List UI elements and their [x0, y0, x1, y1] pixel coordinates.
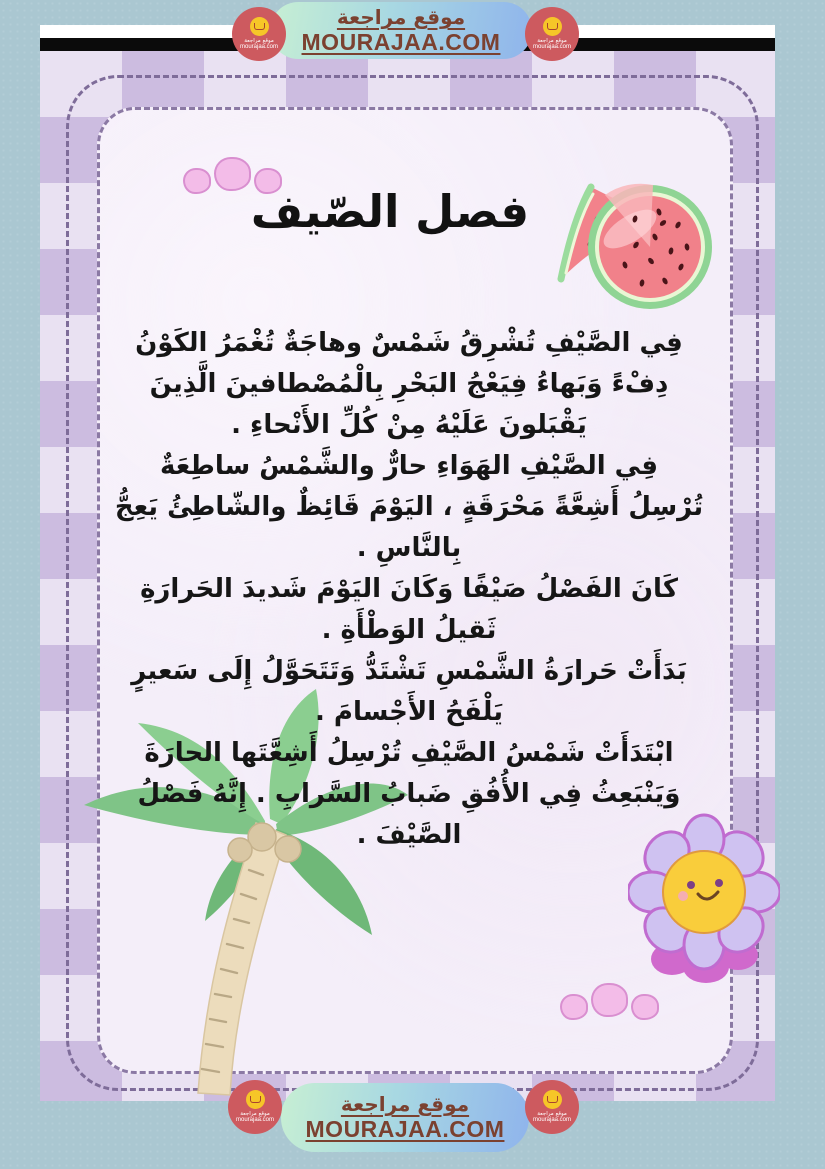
worksheet-page [40, 25, 775, 1101]
header-site-label: موقع مراجعة [336, 5, 466, 29]
pink-puff-icon [183, 168, 211, 194]
badge-domain: mourajaa.com [532, 44, 571, 50]
pink-puff-icon [560, 994, 588, 1020]
site-badge-icon [525, 7, 579, 61]
badge-title: موقع مراجعة [240, 1111, 270, 1117]
story-text [98, 323, 720, 856]
badge-domain: mourajaa.com [235, 1117, 274, 1123]
text-line: فِي الصَّيْفِ تُشْرِقُ شَمْسٌ وهاجَةٌ تُغْمَرُ الكَوْنُ [135, 328, 683, 358]
badge-logo-icon [543, 1090, 562, 1109]
text-line: ابْتَدَأَتْ شَمْسُ الصَّيْفِ تُرْسِلُ أَشِعَّتَها الحارَةَ [144, 738, 674, 768]
footer-banner [281, 1083, 529, 1152]
site-badge-icon [232, 7, 286, 61]
watermelon-icon [535, 157, 720, 322]
badge-logo-icon [246, 1090, 265, 1109]
text-line: الصَّيْفَ . [356, 820, 462, 850]
text-line: بَدَأَتْ حَرارَةُ الشَّمْسِ تَشْتَدُّ وَتَتَحَوَّلُ إِلَى سَعيرٍ [131, 656, 687, 686]
text-line: دِفْءً وَبَهاءُ فِيَعْجُ البَحْرِ بِالْمُصْطافينَ الَّذِينَ [149, 369, 669, 399]
badge-logo-icon [250, 17, 269, 36]
badge-title: موقع مراجعة [244, 38, 274, 44]
text-line: كَانَ الفَصْلُ صَيْفًا وَكَانَ اليَوْمَ شَديدَ الحَرارَةِ [140, 574, 678, 604]
header-banner [270, 2, 532, 59]
text-line: وَيَنْبَعِثُ فِي الأُفُقِ ضَبابُ السَّرابِ . إِنَّهُ فَصْلُ [137, 779, 681, 809]
footer-site-label: موقع مراجعة [340, 1092, 470, 1116]
footer-site-domain: MOURAJAA.COM [305, 1116, 505, 1142]
badge-logo-icon [543, 17, 562, 36]
page-title: فصل الصّيف [250, 185, 530, 238]
pink-puff-icon [631, 994, 659, 1020]
pink-puff-icon [591, 983, 628, 1017]
text-line: يَقْبَلونَ عَلَيْهُ مِنْ كُلِّ الأَنْحاءِ . [231, 410, 587, 440]
badge-title: موقع مراجعة [537, 1111, 567, 1117]
badge-domain: mourajaa.com [532, 1117, 571, 1123]
badge-domain: mourajaa.com [239, 44, 278, 50]
text-line: ثَقيلُ الوَطْأَةِ . [321, 615, 497, 645]
site-badge-icon [228, 1080, 282, 1134]
site-badge-icon [525, 1080, 579, 1134]
badge-title: موقع مراجعة [537, 38, 567, 44]
text-line: تُرْسِلُ أَشِعَّةً مَحْرَقَةٍ ، اليَوْمَ قَائِظٌ والشّاطِئُ يَعِجُّ [114, 492, 704, 522]
text-line: يَلْفَحُ الأَجْسامَ . [314, 697, 504, 727]
text-line: بِالنَّاسِ . [356, 533, 462, 563]
header-site-domain: MOURAJAA.COM [301, 29, 501, 55]
smiley-flower-icon [628, 797, 780, 997]
text-line: فِي الصَّيْفِ الهَوَاءِ حارٌّ والشَّمْسُ ساطِعَةٌ [159, 451, 658, 481]
